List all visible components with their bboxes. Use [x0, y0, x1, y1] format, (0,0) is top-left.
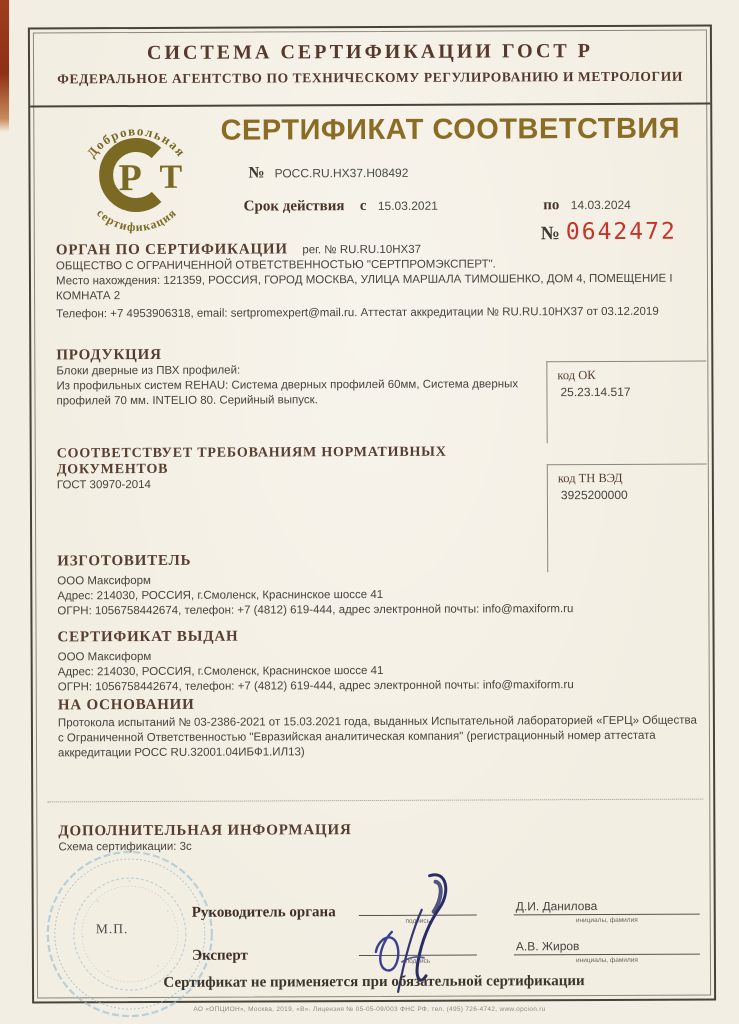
manufacturer-section — [57, 551, 573, 619]
from-label: с — [359, 198, 367, 215]
name-caption: инициалы, фамилия — [575, 956, 638, 965]
conformity-section — [57, 444, 545, 493]
manufacturer-line: ООО Максиформ — [57, 574, 151, 588]
validity-to-date: 14.03.2024 — [570, 197, 631, 213]
manufacturer-line: Адрес: 214030, РОССИЯ, г.Смоленск, Краснинское шоссе 41 — [57, 588, 384, 603]
name-caption: инициалы, фамилия — [575, 916, 638, 925]
additional-info-heading: ДОПОЛНИТЕЛЬНАЯ ИНФОРМАЦИЯ — [58, 822, 352, 840]
product-section — [56, 345, 544, 409]
system-title: СИСТЕМА СЕРТИФИКАЦИИ ГОСТ Р — [146, 40, 594, 64]
document-title: СЕРТИФИКАТ СООТВЕТСТВИЯ — [220, 112, 681, 147]
certification-body-heading: ОРГАН ПО СЕРТИФИКАЦИИ — [55, 241, 288, 259]
certification-body-section — [56, 239, 673, 323]
org-line: ОБЩЕСТВО С ОГРАНИЧЕННОЙ ОТВЕТСТВЕННОСТЬЮ "СЕРТПРОМЭКСПЕРТ". — [55, 258, 496, 273]
product-line: профилей 70 мм. INTELIO 80. Серийный выпуск. — [56, 394, 318, 408]
org-line: КОМНАТА 2 — [56, 290, 121, 303]
number-sign: № — [248, 164, 265, 182]
registration-number-row — [248, 164, 408, 183]
manufacturer-heading: ИЗГОТОВИТЕЛЬ — [57, 552, 192, 570]
product-heading: ПРОДУКЦИЯ — [56, 346, 162, 364]
code-ok-label: код ОК — [557, 368, 596, 383]
print-house-info: АО «ОПЦИОН», Москва, 2019, «В». Лицензия № 05-05-09/003 ФНС РФ, тел. (495) 726-4742, www.opcion.ru — [193, 1006, 546, 1013]
certification-body-reg: рег. № RU.RU.10НХ37 — [302, 243, 422, 257]
product-line: Из профильных систем REHAU: Система дверных профилей 60мм, Система дверных — [56, 378, 519, 393]
emblem-p-letter: Р — [118, 157, 142, 200]
issued-to-heading: СЕРТИФИКАТ ВЫДАН — [57, 628, 239, 646]
gost-r-emblem-icon — [56, 109, 217, 240]
head-name-line — [514, 893, 700, 925]
basis-section — [58, 695, 703, 762]
signature-caption: подпись — [405, 917, 431, 925]
stamp-place-label: М.П. — [95, 921, 129, 937]
expert-name: А.В. Жиров — [515, 939, 580, 954]
basis-text: Протокола испытаний № 03-2386-2021 от 15.03.2021 года, выданных Испытательной лабораторией «ГЕРЦ» Общества с Ограниченной Ответственностью "Евразийская аналитическая компания" (регистрационный номер аттестата аккредитации РОСС RU.32001.04ИБФ1.ИЛ13) — [57, 714, 697, 760]
round-stamp-icon — [37, 841, 228, 1024]
manufacturer-line: ОГРН: 1056758442674, телефон: +7 (4812) 619-444, адрес электронной почты: info@maxiform.ru — [57, 603, 574, 618]
validity-from-date: 15.03.2021 — [377, 198, 438, 213]
validity-row — [244, 197, 645, 216]
certificate-sheet — [28, 25, 716, 1004]
emblem-t-letter: Т — [159, 158, 183, 196]
issued-to-section — [58, 627, 574, 695]
conformity-heading: СООТВЕТСТВУЕТ ТРЕБОВАНИЯМ НОРМАТИВНЫХ ДОКУМЕНТОВ — [56, 444, 447, 478]
issued-to-line: ОГРН: 1056758442674, телефон: +7 (4812) 619-444, адрес электронной почты: info@maxiform.ru — [57, 679, 574, 694]
org-line: Телефон: +7 4953906318, email: sertpromexpert@mail.ru. Аттестат аккредитации № RU.RU.10НХ37 от 03.12.2019 — [56, 305, 659, 321]
product-line: Блоки дверные из ПВХ профилей: — [56, 364, 241, 378]
disclaimer-text: Сертификат не применяется при обязательной сертификации — [163, 973, 585, 991]
signature-caption: подпись — [405, 957, 431, 965]
emblem-top-arc-text: Добровольная — [83, 123, 190, 161]
section-divider — [47, 799, 703, 803]
basis-heading: НА ОСНОВАНИИ — [57, 696, 195, 714]
to-label: по — [543, 197, 560, 214]
serial-number-sign: № — [540, 223, 560, 245]
serial-number: 0642472 — [565, 218, 677, 246]
issued-to-line: ООО Максиформ — [57, 650, 152, 664]
org-line: Место нахождения: 121359, РОССИЯ, ГОРОД МОСКВА, УЛИЦА МАРШАЛА ТИМОШЕНКО, ДОМ 4, ПОМЕЩЕНИЕ I — [55, 272, 673, 288]
expert-name-line — [514, 933, 700, 965]
scan-edge-strip — [0, 0, 9, 132]
header-band — [30, 27, 710, 108]
code-ok-box — [546, 361, 706, 444]
agency-title: ФЕДЕРАЛЬНОЕ АГЕНТСТВО ПО ТЕХНИЧЕСКОМУ РЕГУЛИРОВАНИЮ И МЕТРОЛОГИИ — [57, 68, 683, 87]
additional-info-text: Схема сертификации: 3с — [58, 840, 192, 854]
head-role-label: Руководитель органа — [191, 904, 336, 921]
validity-label: Срок действия — [243, 198, 345, 215]
issued-to-line: Адрес: 214030, РОССИЯ, г.Смоленск, Краснинское шоссе 41 — [57, 664, 384, 679]
emblem-bottom-arc-text: сертификация — [94, 205, 180, 235]
expert-role-label: Эксперт — [191, 947, 248, 964]
code-tnved-label: код ТН ВЭД — [557, 470, 623, 486]
code-tnved-value: 3925200000 — [560, 487, 628, 503]
head-name: Д.И. Данилова — [515, 899, 598, 914]
registration-number: РОСС.RU.НХ37.Н08492 — [274, 165, 409, 181]
conformity-standard: ГОСТ 30970-2014 — [56, 478, 151, 492]
code-ok-value: 25.23.14.517 — [560, 384, 631, 400]
